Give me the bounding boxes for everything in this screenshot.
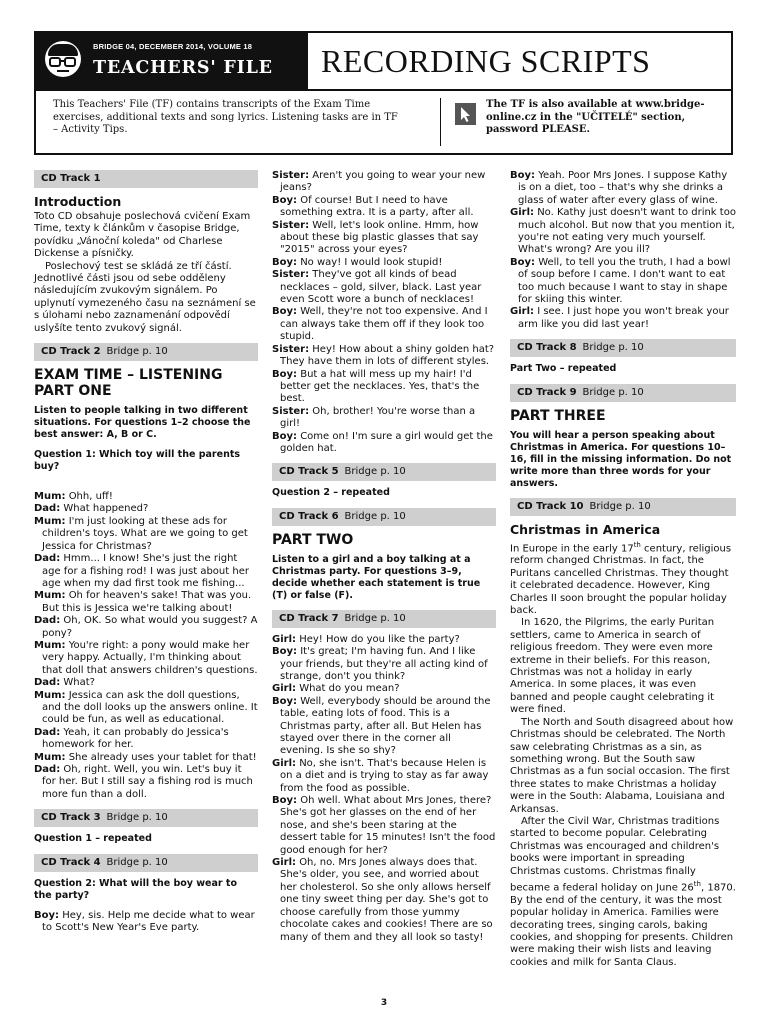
dialogue-line: Sister: Hey! How about a shiny golden hat? They have them in lots of different styles. xyxy=(272,343,495,368)
question: Question 2: What will the boy wear to the party? xyxy=(34,877,237,901)
instructions: You will hear a person speaking about Christmas in America. For questions 10–16, fill in the missing information. Do not write more than three words for your answers. xyxy=(510,429,732,489)
section-heading: PART THREE xyxy=(510,407,606,424)
mouse-cursor-icon xyxy=(455,103,476,125)
column-1 xyxy=(34,170,258,934)
paragraph: Toto CD obsahuje poslechová cvičení Exam Time, texty k článkům v časopise Bridge, povídku „Vánoční koleda" od Charlese Dickense a písničky. xyxy=(34,211,251,260)
teachers-file-title: TEACHERS' FILE xyxy=(93,58,273,78)
issue-info: BRIDGE 04, DECEMBER 2014, VOLUME 18 xyxy=(93,42,253,51)
paragraph: The North and South disagreed about how Christmas should be celebrated. The North saw celebrating Christmas as a sin, as something wrong. But the South saw Christmas as a fun social occasion. The first three states to make Christmas a holiday were in the South: Alabama, Louisiana and Arkansas. xyxy=(510,716,734,815)
repeated-note: Question 1 – repeated xyxy=(34,833,152,845)
dialogue-line: Boy: Yeah. Poor Mrs Jones. I suppose Kathy is on a diet, too – that's why she drinks a glass of water after every glass of wine. xyxy=(510,170,728,206)
dialogue-line: Dad: What happened? xyxy=(34,503,149,515)
dialogue-line: Mum: I'm just looking at these ads for children's toys. What are we going to get Jessica for Christmas? xyxy=(34,515,248,552)
paragraph: In Europe in the early 17th century, religious reform changed Christmas. In fact, the Puritans cancelled Christmas. They thought it celebrated decadence. However, King Charles II soon brought the popular holiday back. xyxy=(510,540,732,617)
dialogue-line: Boy: But a hat will mess up my hair! I'd better get the necklaces. Yes, that's the best. xyxy=(272,368,480,405)
dialogue-line: Mum: Jessica can ask the doll questions, and the doll looks up the answers online. It could be fun, as well as educational. xyxy=(34,689,258,726)
cd-track-label: CD Track 4 Bridge p. 10 xyxy=(34,854,258,872)
dialogue-line: Sister: Aren't you going to wear your new jeans? xyxy=(272,170,486,194)
article-heading: Christmas in America xyxy=(510,521,661,537)
dialogue xyxy=(34,491,258,801)
instructions: Listen to people talking in two different situations. For questions 1–2 choose the best answer: A, B or C. xyxy=(34,405,251,441)
cd-track-label: CD Track 10 Bridge p. 10 xyxy=(510,498,736,516)
dialogue-line: Dad: Oh, right. Well, you win. Let's buy it for her. But I still say a fishing rod is much more fun than a doll. xyxy=(34,764,253,800)
question: Question 1: Which toy will the parents buy? xyxy=(34,449,241,473)
column-3 xyxy=(510,170,736,969)
repeated-note: Question 2 – repeated xyxy=(272,487,390,499)
dialogue-line: Sister: Oh, brother! You're worse than a girl! xyxy=(272,405,476,430)
dialogue-line: Sister: They've got all kinds of bead necklaces – gold, silver, black. Last year even Scott wore a bunch of necklaces! xyxy=(272,269,482,306)
repeated-note: Part Two – repeated xyxy=(510,363,617,375)
dialogue-line: Boy: Oh well. What about Mrs Jones, there? She's got her glasses on the end of her nose, and she's been staring at the dessert table for 15 minutes! Isn't the food good enough for her? xyxy=(272,795,496,856)
cd-track-label: CD Track 5 Bridge p. 10 xyxy=(272,463,496,481)
dialogue-line: Boy: Come on! I'm sure a girl would get the golden hat. xyxy=(272,430,493,454)
cd-track-label: CD Track 8 Bridge p. 10 xyxy=(510,339,736,357)
header-intro: This Teachers' File (TF) contains transcripts of the Exam Time exercises, additional texts and song lyrics. Listening tasks are in TF – Activity Tips. xyxy=(53,99,398,135)
page-number: 3 xyxy=(380,998,388,1008)
header xyxy=(34,31,733,155)
dialogue xyxy=(272,170,496,455)
paragraph: In 1620, the Pilgrims, the early Puritan settlers, came to America in search of religious freedom. They were even more extreme in their beliefs. For this reason, Christmas was not a holiday in early America. In some places, it was even banned and people caught celebrating it were fined. xyxy=(510,617,715,716)
paragraph: After the Civil War, Christmas traditions started to become popular. Celebrating Christmas was encouraged and children's books were important in spreading Christmas customs. Christmas finally became a federal holiday on June 26th, 1870. By the end of the century, it was the most popular holiday in America. Families were decorating trees, singing carols, baking cookies, and shopping for presents. Children were making their wish lists and leaving cookies and milk for Santa Claus. xyxy=(510,815,736,968)
dialogue-line: Boy: Well, to tell you the truth, I had a bowl of soup before I came. I don't want to eat too much because I want to stay in shape for skiing this winter. xyxy=(510,256,731,306)
dialogue-line: Sister: Well, let's look online. Hmm, how about these big plastic glasses that say "2015" across your eyes? xyxy=(272,219,479,256)
section-heading: EXAM TIME – LISTENING PART ONE xyxy=(34,367,223,400)
teacher-glasses-icon xyxy=(45,41,81,77)
dialogue-line: Boy: Of course! But I need to have something extra. It is a party, after all. xyxy=(272,194,474,219)
divider xyxy=(36,89,731,91)
cd-track-label: CD Track 2 Bridge p. 10 xyxy=(34,343,258,361)
dialogue xyxy=(510,170,736,331)
cd-track-label: CD Track 7 Bridge p. 10 xyxy=(272,610,496,628)
dialogue-line: Boy: Hey, sis. Help me decide what to wear to Scott's New Year's Eve party. xyxy=(34,909,255,934)
cd-track-label: CD Track 6 Bridge p. 10 xyxy=(272,508,496,526)
dialogue-line: Girl: Hey! How do you like the party? xyxy=(272,633,460,645)
dialogue-line: Girl: I see. I just hope you won't break your arm like you did last year! xyxy=(510,306,729,330)
dialogue-line: Boy: Well, everybody should be around the table, eating lots of food. This is a Christmas party, after all. But Helen has stayed over there in the corner all evening. Is she so shy? xyxy=(272,695,491,757)
dialogue-line: Boy: No way! I would look stupid! xyxy=(272,256,443,268)
divider xyxy=(440,98,441,146)
dialogue-line: Mum: Oh for heaven's sake! That was you. But this is Jessica we're talking about! xyxy=(34,590,252,614)
dialogue xyxy=(272,634,496,944)
dialogue-line: Girl: What do you mean? xyxy=(272,683,400,695)
dialogue-line: Dad: Hmm... I know! She's just the right age for a fishing rod! I was just about her age when my dad first took me fishing... xyxy=(34,553,249,589)
dialogue-line: Dad: What? xyxy=(34,677,95,689)
page-title: RECORDING SCRIPTS xyxy=(321,43,651,79)
dialogue-line: Boy: It's great; I'm having fun. And I like your friends, but they're all acting kind of strange, don't you think? xyxy=(272,646,488,682)
cd-track-label: CD Track 9 Bridge p. 10 xyxy=(510,384,736,402)
dialogue-line: Girl: No. Kathy just doesn't want to drink too much alcohol. But now that you mention it, you're not eating very much yourself. What's wrong? Are you ill? xyxy=(510,207,736,256)
cd-track-label: CD Track 3 Bridge p. 10 xyxy=(34,809,258,827)
dialogue-line: Boy: Well, they're not too expensive. And I can always take them off if they look too stupid. xyxy=(272,306,488,343)
dialogue-line: Dad: Oh, OK. So what would you suggest? A pony? xyxy=(34,615,258,639)
column-2 xyxy=(272,170,496,944)
paragraph: Poslechový test se skládá ze tří částí. Jednotlivé části jsou od sebe odděleny následujícím zvukovým signálem. Po uplynutí vymezeného času na seznámení se s úlohami nebo zaznamenání odpovědí uslyšíte tento zvukový signál. xyxy=(34,260,256,334)
dialogue-line: Dad: Yeah, it can probably do Jessica's homework for her. xyxy=(34,726,229,751)
section-heading: PART TWO xyxy=(272,531,354,548)
dialogue-line: Mum: Ohh, uff! xyxy=(34,491,113,503)
dialogue-line: Mum: You're right: a pony would make her very happy. Actually, I'm thinking about that doll that answers children's questions. xyxy=(34,639,258,676)
online-availability-note: The TF is also available at www.bridge-online.cz in the "UČITELÉ" section, password PLEASE. xyxy=(486,99,705,135)
introduction-heading: Introduction xyxy=(34,194,122,209)
instructions: Listen to a girl and a boy talking at a Christmas party. For questions 3–9, decide whether each statement is true (T) or false (F). xyxy=(272,553,481,601)
dialogue-line: Girl: Oh, no. Mrs Jones always does that. She's older, you see, and worried about her cholesterol. So she only allows herself one tiny sweet thing per day. She's got to choose carefully from those yummy chocolate cakes and cookies! There are so many of them and they all look so tasty! xyxy=(272,857,493,943)
dialogue-line: Girl: No, she isn't. That's because Helen is on a diet and is trying to stay as far away from the food as possible. xyxy=(272,757,489,794)
cd-track-label: CD Track 1 xyxy=(34,170,258,188)
dialogue-line: Mum: She already uses your tablet for that! xyxy=(34,751,257,763)
teachers-file-banner xyxy=(36,33,308,89)
